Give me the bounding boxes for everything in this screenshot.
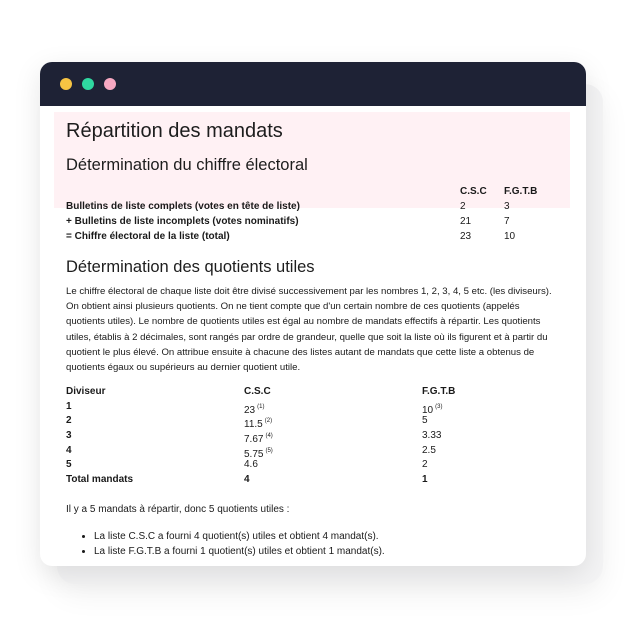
csc-cell: 23 $^{(1)}$ [244,403,265,416]
divisor-cell: 5 [66,459,72,471]
rank-marker: (4) [265,433,273,439]
list-item: • La liste C.S.C a fourni 4 quotient(s) utiles et obtient 4 mandat(s). [94,529,566,544]
fgtb-cell: 2.5 [422,444,436,456]
csc-cell: 7.67 $^{(4)}$ [244,433,273,445]
column-header: F.G.T.B [422,386,456,398]
cell-fgtb: 7 [504,216,510,227]
rank-marker: (3) [435,403,443,410]
rank-marker: (1) [257,403,265,410]
cell-csc: 23 [460,231,472,242]
column-header: C.S.C [244,386,271,398]
fgtb-cell: 5 [422,415,428,427]
quotients-row [66,429,566,444]
explanation-paragraph: Le chiffre électoral de chaque liste doit être divisé successivement par les nombres 1, 2, 3, 4, 5 etc. (les diviseurs). On obtient ainsi plusieurs quotients. On ne tient compte que d'un certain nombre de ces quotients (appelés quotients utiles). Le nombre de quotients utiles est égal au nombre de mandats effectifs à répartir. Les quotients utiles, établis à 2 décimales, sont rangés par ordre de grandeur, quelle que soit la liste où ils figurent et à partir du quotient le plus élevé. On attribue ensuite à chacune des listes autant de mandats que cette liste a obtenus de quotients égaux ou supérieurs au dernier quotient utile. [66,286,552,374]
divisor-cell: 1 [66,400,72,412]
page-title: Répartition des mandats [66,120,283,142]
cell-csc: 21 [460,216,472,227]
fgtb-cell: 10 $^{(3)}$ [422,403,443,416]
close-dot-icon[interactable] [104,78,116,90]
divisor-cell: 3 [66,430,72,441]
row-label: = Chiffre électoral de la liste (total) [66,231,230,242]
result-intro: Il y a 5 mandats à répartir, donc 5 quotients utiles : [66,504,290,516]
total-fgtb: 1 [422,473,428,485]
column-header: Diviseur [66,386,106,398]
results-list [66,529,566,559]
divisor-cell: 4 [66,444,72,456]
section-title-chiffre: Détermination du chiffre électoral [66,156,308,174]
quotients-row [66,400,566,415]
quotients-row [66,414,566,429]
quotients-row [66,444,566,459]
summary-header-row [66,184,566,199]
minimize-dot-icon[interactable] [60,78,72,90]
quotients-header-row [66,385,566,400]
csc-cell: 4.6 [244,459,258,471]
list-item: • La liste F.G.T.B a fourni 1 quotient(s) utiles et obtient 1 mandat(s). [94,544,566,559]
summary-row [66,199,566,214]
quotients-row [66,458,566,473]
fgtb-cell: 2 [422,459,428,471]
fgtb-cell: 3.33 [422,430,442,441]
browser-window [40,62,586,566]
cell-fgtb: 10 [504,231,516,242]
csc-cell: 11.5 $^{(2)}$ [244,418,273,431]
row-label: Bulletins de liste complets (votes en tête de liste) [66,201,300,212]
quotients-table [66,385,566,487]
divisor-cell: 2 [66,415,72,427]
cell-fgtb: 3 [504,201,510,212]
page-content [66,118,566,559]
total-label: Total mandats [66,473,134,485]
rank-marker: (5) [265,447,273,454]
summary-row [66,214,566,229]
row-label: + Bulletins de liste incomplets (votes nominatifs) [66,216,299,227]
rank-marker: (2) [264,418,273,425]
quotients-total-row [66,473,566,488]
section-title-quotients: Détermination des quotients utiles [66,258,315,276]
summary-table [66,184,566,244]
column-header: C.S.C [460,186,487,197]
maximize-dot-icon[interactable] [82,78,94,90]
column-header: F.G.T.B [504,186,538,197]
summary-row [66,229,566,244]
csc-cell: 5.75 $^{(5)}$ [244,447,273,460]
cell-csc: 2 [460,201,466,212]
total-csc: 4 [244,473,250,485]
window-titlebar [40,62,586,106]
